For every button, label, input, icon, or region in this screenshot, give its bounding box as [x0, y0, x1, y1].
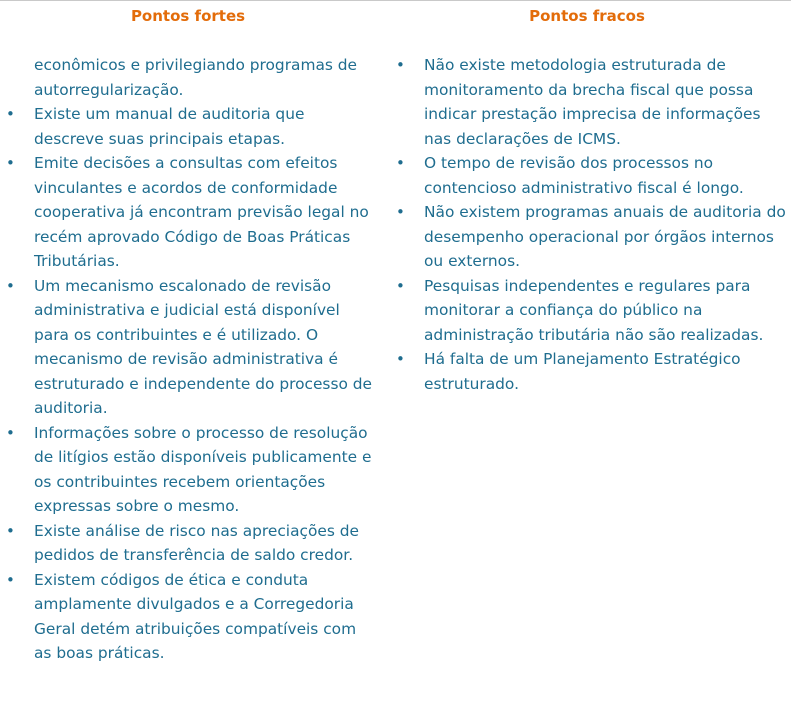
- list-item: [6, 151, 376, 274]
- bullet-icon: •: [6, 570, 15, 589]
- list-item: [6, 274, 376, 421]
- list-item-text: Informações sobre o processo de resolução de litígios estão disponíveis publicamente e os contribuintes recebem orientações expressas sobre o mesmo.: [34, 423, 372, 515]
- list-item-text: O tempo de revisão dos processos no contencioso administrativo fiscal é longo.: [424, 154, 744, 197]
- bullet-icon: •: [6, 276, 15, 295]
- list-item: [396, 200, 786, 274]
- list-item-text: Emite decisões a consultas com efeitos vinculantes e acordos de conformidade cooperativa já encontram previsão legal no recém aprovado Código de Boas Práticas Tributárias.: [34, 154, 369, 270]
- list-item-text: Não existe metodologia estruturada de monitoramento da brecha fiscal que possa indicar prestação imprecisa de informações nas declarações de ICMS.: [424, 56, 761, 148]
- list-item-text: Existe análise de risco nas apreciações de pedidos de transferência de saldo credor.: [34, 521, 360, 564]
- list-item: [6, 568, 376, 666]
- top-divider: [0, 0, 791, 1]
- strengths-list: [6, 53, 376, 666]
- bullet-icon: •: [396, 203, 405, 221]
- strengths-continuation: [6, 53, 376, 102]
- bullet-icon: •: [396, 276, 405, 295]
- list-item-text: Pesquisas independentes e regulares para monitorar a confiança do público na administração tributária não são realizadas.: [424, 276, 764, 344]
- bullet-icon: •: [6, 521, 15, 540]
- list-item: [396, 274, 786, 348]
- list-item-text: Há falta de um Planejamento Estratégico estruturado.: [424, 350, 741, 393]
- bullet-icon: •: [6, 105, 15, 123]
- bullet-icon: •: [396, 350, 405, 368]
- weaknesses-header: Pontos fracos: [529, 7, 645, 25]
- list-item: [396, 151, 786, 200]
- list-item: [396, 347, 786, 396]
- weaknesses-list: [396, 53, 786, 396]
- bullet-icon: •: [396, 154, 405, 172]
- list-item: [6, 102, 376, 151]
- bullet-icon: •: [6, 423, 15, 442]
- list-item: [6, 421, 376, 519]
- list-item-text: Não existem programas anuais de auditoria do desempenho operacional por órgãos internos ou externos.: [424, 203, 786, 270]
- list-item: [396, 53, 786, 151]
- list-item-text: Existe um manual de auditoria que descreve suas principais etapas.: [34, 105, 305, 148]
- bullet-icon: •: [6, 154, 15, 172]
- list-item: [6, 519, 376, 568]
- list-item-text: Um mecanismo escalonado de revisão administrativa e judicial está disponível para os contribuintes e é utilizado. O mecanismo de revisão administrativa é estruturado e independente do processo de auditoria.: [34, 276, 373, 417]
- strengths-header: Pontos fortes: [130, 7, 246, 25]
- list-item-text: Existem códigos de ética e conduta amplamente divulgados e a Corregedoria Geral detém atribuições compatíveis com as boas práticas.: [34, 570, 357, 662]
- bullet-icon: •: [396, 56, 405, 74]
- strengths-continuation-text: econômicos e privilegiando programas de autorregularização.: [34, 56, 358, 99]
